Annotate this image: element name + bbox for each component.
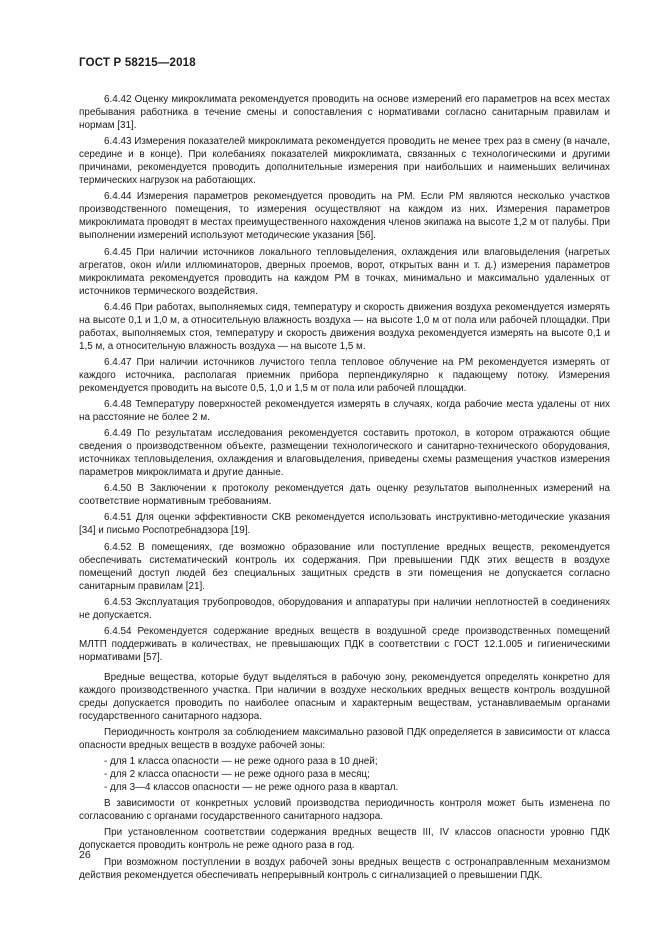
page-number: 26 bbox=[79, 849, 91, 861]
paragraph-6-4-54: 6.4.54 Рекомендуется содержание вредных веществ в воздушной среде производственных помещений МЛТП поддерживать в количествах, не превышающих ПДК в соответствии с ГОСТ 12.1.005 и гигиеническими нормативами [57]. bbox=[79, 625, 610, 663]
list-item: - для 2 класса опасности — не реже одного раза в месяц; bbox=[104, 769, 370, 781]
document-code-header: ГОСТ Р 58215—2018 bbox=[79, 57, 196, 69]
list-item: - для 1 класса опасности — не реже одного раза в 10 дней; bbox=[104, 756, 378, 768]
paragraph-harmful-substances: Вредные вещества, которые будут выделяться в рабочую зону, рекомендуется определять конкретно для каждого производственного участка. При наличии в воздухе нескольких вредных веществ контроль воздушной среды допускается проводить по наиболее опасным и характерным веществам, устанавливаемым органами государственного санитарного надзора. bbox=[79, 671, 610, 723]
paragraph-6-4-49: 6.4.49 По результатам исследования рекомендуется составить протокол, в котором отражаются общие сведения о производственном объекте, размещении технологического и санитарно-технического оборудования, источниках тепловыделения, охлаждения и влаговыделения, приведены схемы размещения участков измерения параметров микроклимата и другие данные. bbox=[79, 428, 610, 479]
paragraph-6-4-50: 6.4.50 В Заключении к протоколу рекомендуется дать оценку результатов выполненных измерений на соответствие нормативным требованиям. bbox=[79, 483, 610, 508]
paragraph-6-4-42: 6.4.42 Оценку микроклимата рекомендуется проводить на основе измерений его параметров на всех местах пребывания работника в течение смены и сопоставления с нормативами согласно санитарным правилам и нормам [31]. bbox=[79, 94, 610, 132]
document-body bbox=[79, 93, 610, 885]
paragraph-6-4-48: 6.4.48 Температуру поверхностей рекомендуется измерять в случаях, когда рабочие места удалены от них на расстояние не более 2 м. bbox=[79, 399, 610, 424]
paragraph-6-4-46: 6.4.46 При работах, выполняемых сидя, температуру и скорость движения воздуха рекомендуется измерять на высоте 0,1 и 1,0 м, а относительную влажность воздуха — на высоте 1,0 м от пола или рабочей площадки. При работах, выполняемых стоя, температуру и скорость движения воздуха рекомендуется измерять на высоте 0,1 и 1,5 м, а относительную влажность воздуха — на высоте 1,5 м. bbox=[79, 301, 610, 352]
paragraph-periodicity-change: В зависимости от конкретных условий производства периодичность контроля может быть изменена по согласованию с органами государственного санитарного надзора. bbox=[79, 798, 610, 823]
paragraph-continuous-control: При возможном поступлении в воздух рабочей зоны вредных веществ с остронаправленным механизмом действия рекомендуется обеспечивать непрерывный контроль с сигнализацией о превышении ПДК. bbox=[79, 856, 610, 881]
paragraph-6-4-43: 6.4.43 Измерения показателей микроклимата рекомендуется проводить не менее трех раз в смену (в начале, середине и в конце). При колебаниях показателей микроклимата, связанных с технологическими и другими причинами, рекомендуется проводить дополнительные измерения при наибольших и наименьших величинах термических нагрузок на работающих. bbox=[79, 136, 610, 187]
paragraph-6-4-53: 6.4.53 Эксплуатация трубопроводов, оборудования и аппаратуры при наличии неплотностей в соединениях не допускается. bbox=[79, 596, 610, 621]
paragraph-control-periodicity: Периодичность контроля за соблюдением максимально разовой ПДК определяется в зависимости от класса опасности вредных веществ в воздухе рабочей зоны: bbox=[79, 727, 610, 752]
list-item: - для 3—4 классов опасности — не реже одного раза в квартал. bbox=[104, 782, 399, 794]
paragraph-6-4-45: 6.4.45 При наличии источников локального тепловыделения, охлаждения или влаговыделения (нагретых агрегатов, окон и/или иллюминаторов, дверных проемов, ворот, открытых ванн и т. д.) измерения параметров микроклимата рекомендуется проводить на каждом РМ в точках, минимально и максимально удаленных от источников термического воздействия. bbox=[79, 246, 610, 297]
paragraph-6-4-51: 6.4.51 Для оценки эффективности СКВ рекомендуется использовать инструктивно-методические указания [34] и письмо Роспотребнадзора [19]. bbox=[79, 512, 610, 537]
paragraph-6-4-47: 6.4.47 При наличии источников лучистого тепла тепловое облучение на РМ рекомендуется измерять от каждого источника, располагая приемник прибора перпендикулярно к падающему потоку. Измерения рекомендуется проводить на высоте 0,5, 1,0 и 1,5 м от пола или рабочей площадки. bbox=[79, 356, 610, 394]
paragraph-6-4-44: 6.4.44 Измерения параметров рекомендуется проводить на РМ. Если РМ являются несколько участков производственного помещения, то измерения осуществляют на каждом из них. Измерения параметров микроклимата проводят в местах преимущественного нахождения членов экипажа на высоте 1,2 м от палубы. При выполнении измерений используют методические указания [56]. bbox=[79, 191, 610, 242]
paragraph-class-3-4-control: При установленном соответствии содержания вредных веществ III, IV классов опасности уровню ПДК допускается проводить контроль не реже одного раза в год. bbox=[79, 827, 610, 852]
paragraph-6-4-52: 6.4.52 В помещениях, где возможно образование или поступление вредных веществ, рекомендуется обеспечивать систематический контроль их содержания. При превышении ПДК этих веществ в воздухе помещений доступ людей без специальных защитных средств в эти помещения не допускается согласно санитарным правилам [21]. bbox=[79, 541, 610, 592]
